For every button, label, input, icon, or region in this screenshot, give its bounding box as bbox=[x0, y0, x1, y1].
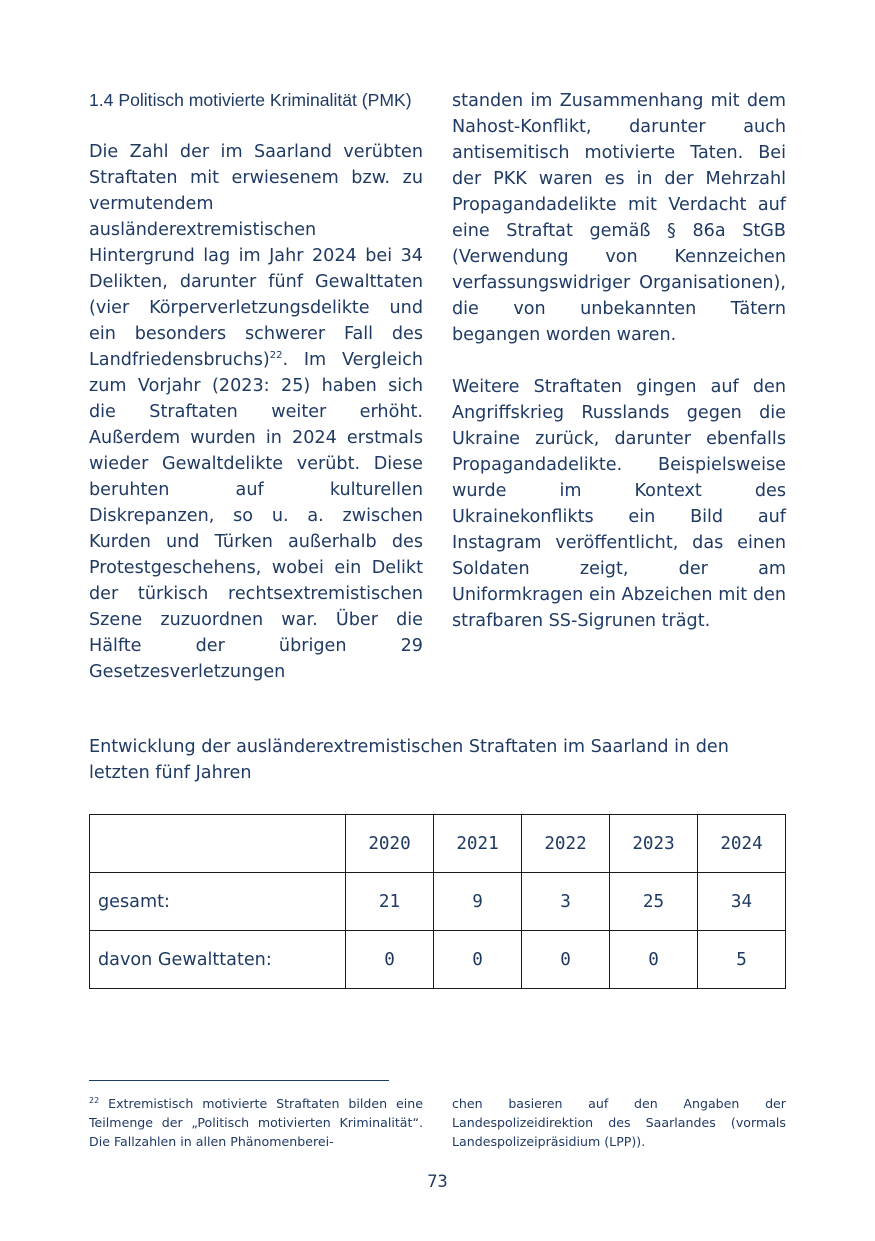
footnote-reference[interactable]: 22 bbox=[269, 350, 283, 362]
table-header-row bbox=[90, 815, 786, 873]
year-header: 2022 bbox=[522, 815, 610, 873]
page-number: 73 bbox=[427, 1172, 448, 1192]
section-heading: 1.4 Politisch motivierte Kriminalität (PMK) bbox=[89, 90, 412, 110]
table-cell: 9 bbox=[434, 873, 522, 931]
right-paragraph-2: Weitere Straftaten gingen auf den Angriffskrieg Russlands gegen die Ukraine zurück, darunter ebenfalls Propagandadelikte. Beispielsweise wurde im Kontext des Ukrainekonflikts ein Bild auf Instagram veröffentlicht, das einen Soldaten zeigt, der am Uniformkragen ein Abzeichen mit den strafbaren SS-Sigrunen trägt. bbox=[452, 377, 786, 631]
row-label: gesamt: bbox=[90, 873, 346, 931]
left-text-part2: . Im Vergleich zum Vorjahr (2023: 25) haben sich die Straftaten weiter erhöht. Außerdem wurden in 2024 erstmals wieder Gewaltdelikte verübt. Diese beruhten auf kulturellen Diskrepanzen, so u. a. zwischen Kurden und Türken außerhalb des Protestgeschehens, wobei ein Delikt der türkisch rechtsextremistischen Szene zuzuordnen war. Über die Hälfte der übrigen 29 Gesetzesverletzungen bbox=[89, 350, 423, 682]
footnote-right bbox=[452, 1094, 786, 1151]
footnote-text-left: Extremistisch motivierte Straftaten bilden eine Teilmenge der „Politisch motivierten Kriminalität“. Die Fallzahlen in allen Phänomenberei- bbox=[89, 1096, 423, 1149]
year-header: 2020 bbox=[346, 815, 434, 873]
table-cell: 5 bbox=[698, 931, 786, 989]
table-cell: 0 bbox=[434, 931, 522, 989]
year-header: 2024 bbox=[698, 815, 786, 873]
table-row bbox=[90, 873, 786, 931]
year-header: 2023 bbox=[610, 815, 698, 873]
table-caption: Entwicklung der ausländerextremistischen Straftaten im Saarland in den letzten fünf Jahren bbox=[89, 737, 729, 783]
table-cell: 0 bbox=[346, 931, 434, 989]
table-cell: 34 bbox=[698, 873, 786, 931]
table-row bbox=[90, 931, 786, 989]
table-cell: 0 bbox=[610, 931, 698, 989]
row-label: davon Gewalttaten: bbox=[90, 931, 346, 989]
statistics-table bbox=[89, 814, 786, 989]
footnote-number: 22 bbox=[89, 1095, 100, 1105]
footnote-left bbox=[89, 1094, 423, 1151]
footnote-divider bbox=[89, 1080, 389, 1081]
header-empty-cell bbox=[90, 815, 346, 873]
right-column bbox=[452, 88, 786, 634]
left-text-part1: Die Zahl der im Saarland verübten Straftaten mit erwiesenem bzw. zu vermutendem ausländerextremistischen Hintergrund lag im Jahr 2024 bei 34 Delikten, darunter fünf Gewalttaten (vier Körperverletzungsdelikte und ein besonders schwerer Fall des Landfriedensbruchs) bbox=[89, 142, 423, 370]
left-paragraph bbox=[89, 139, 423, 685]
table-cell: 3 bbox=[522, 873, 610, 931]
year-header: 2021 bbox=[434, 815, 522, 873]
table-cell: 21 bbox=[346, 873, 434, 931]
left-column bbox=[89, 88, 423, 685]
right-paragraph-1: standen im Zusammenhang mit dem Nahost-Konflikt, darunter auch antisemitisch motivierte Taten. Bei der PKK waren es in der Mehrzahl Propagandadelikte mit Verdacht auf eine Straftat gemäß § 86a StGB (Verwendung von Kennzeichen verfassungswidriger Organisationen), die von unbekannten Tätern begangen worden waren. bbox=[452, 91, 786, 345]
table-cell: 0 bbox=[522, 931, 610, 989]
table-cell: 25 bbox=[610, 873, 698, 931]
footnote-text-right: chen basieren auf den Angaben der Landespolizeidirektion des Saarlandes (vormals Landespolizeipräsidium (LPP)). bbox=[452, 1096, 786, 1149]
